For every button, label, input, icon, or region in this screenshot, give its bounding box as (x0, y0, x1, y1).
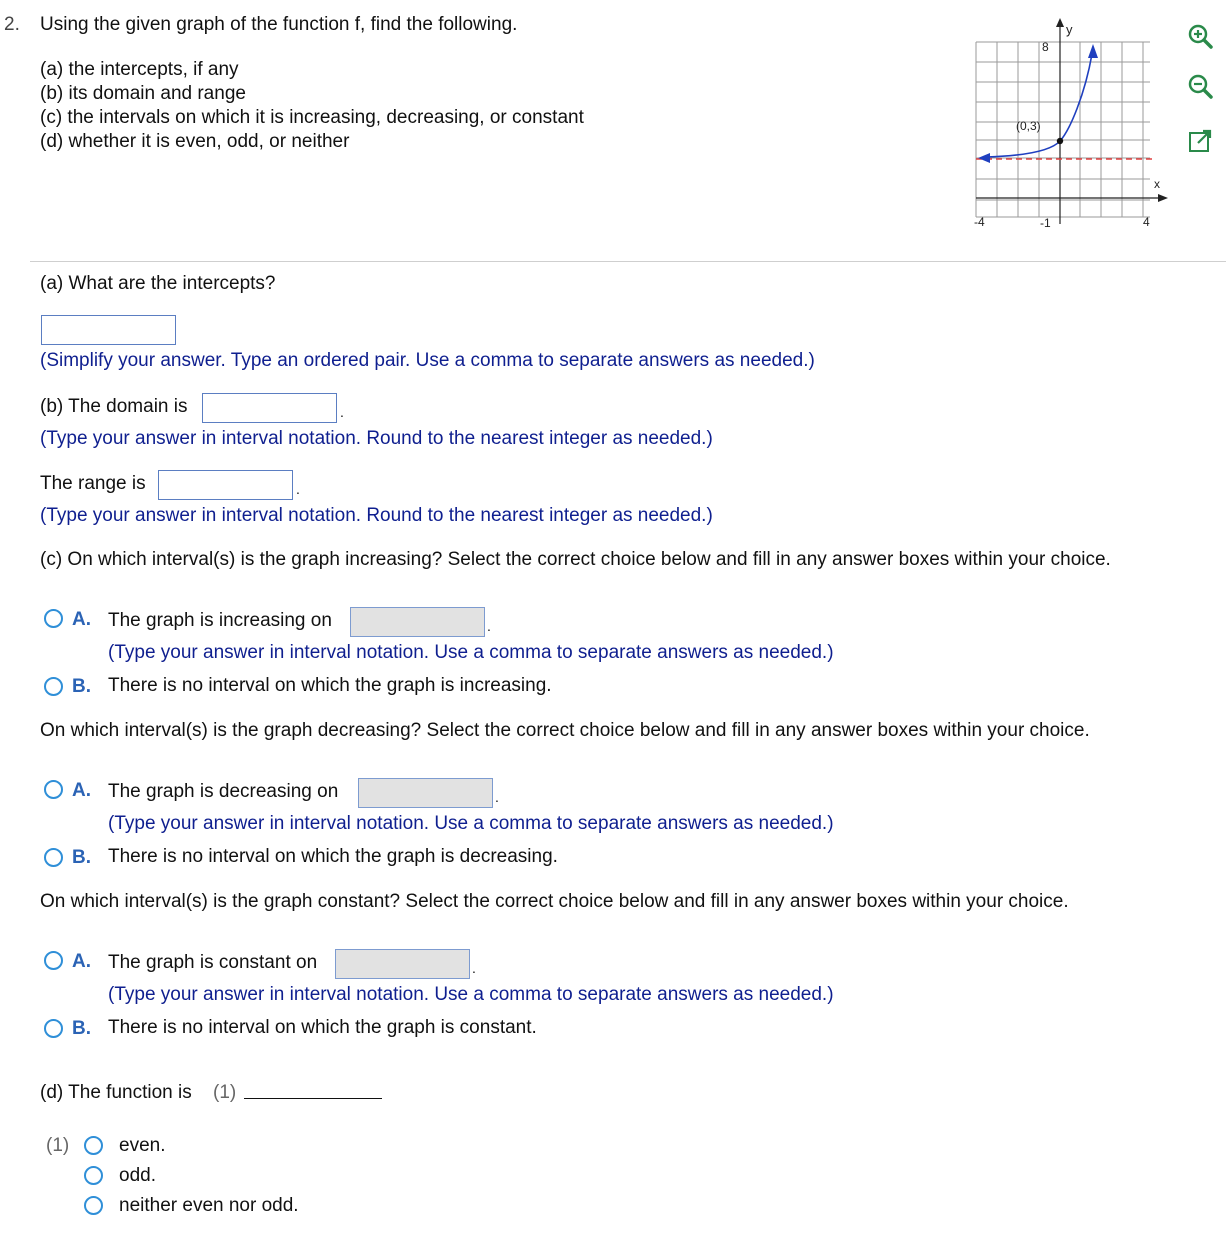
increasing-hint: (Type your answer in interval notation. Use a comma to separate answers as needed.) (108, 642, 834, 663)
point-label: (0,3) (1016, 119, 1041, 133)
range-period: . (296, 481, 300, 497)
decreasing-choice-a-letter: A. (72, 780, 91, 801)
option-neither-radio[interactable] (84, 1196, 103, 1215)
question-title: Using the given graph of the function f, find the following. (40, 14, 518, 35)
part-d-prefix: (d) The function is (40, 1082, 192, 1103)
constant-choice-a-letter: A. (72, 951, 91, 972)
question-part-a: (a) the intercepts, if any (40, 59, 239, 80)
part-d-list-ref: (1) (46, 1135, 70, 1156)
x-axis-label: x (1154, 177, 1160, 191)
popout-icon[interactable] (1183, 124, 1217, 158)
increasing-choice-b-radio[interactable] (44, 677, 63, 696)
option-even-radio[interactable] (84, 1136, 103, 1155)
range-prefix: The range is (40, 473, 146, 494)
constant-answer-box[interactable] (335, 949, 470, 979)
intercepts-answer-box[interactable] (41, 315, 176, 345)
domain-answer-box[interactable] (202, 393, 337, 423)
x-axis-arrow (1158, 194, 1168, 202)
range-answer-box[interactable] (158, 470, 293, 500)
part-d-blank-ref: (1) (213, 1082, 237, 1103)
y-axis-arrow (1056, 18, 1064, 27)
decreasing-choice-a-text: The graph is decreasing on (108, 781, 339, 802)
part-d-answer-blank[interactable] (244, 1098, 382, 1099)
increasing-answer-box[interactable] (350, 607, 485, 637)
zoom-in-icon[interactable] (1183, 20, 1217, 54)
increasing-choice-a-letter: A. (72, 609, 91, 630)
constant-period: . (472, 960, 476, 976)
part-a-prompt: (a) What are the intercepts? (40, 273, 276, 294)
constant-hint: (Type your answer in interval notation. Use a comma to separate answers as needed.) (108, 984, 834, 1005)
x-right-tick-label: 4 (1143, 215, 1150, 229)
increasing-choice-a-text: The graph is increasing on (108, 610, 332, 631)
question-number: 2. (4, 14, 20, 35)
top-curve-arrow (1088, 44, 1098, 58)
left-curve-arrow (978, 153, 990, 163)
increasing-choice-b-letter: B. (72, 676, 91, 697)
domain-hint: (Type your answer in interval notation. Round to the nearest integer as needed.) (40, 428, 713, 449)
section-divider (30, 261, 1226, 262)
decreasing-choice-b-letter: B. (72, 847, 91, 868)
increasing-prompt: (c) On which interval(s) is the graph increasing? Select the correct choice below and fill in any answer boxes within your choice. (40, 549, 1111, 570)
option-even-label: even. (119, 1135, 166, 1156)
option-odd-label: odd. (119, 1165, 156, 1186)
increasing-period: . (487, 618, 491, 634)
part-a-hint: (Simplify your answer. Type an ordered pair. Use a comma to separate answers as needed.) (40, 350, 815, 371)
constant-choice-b-text: There is no interval on which the graph is constant. (108, 1017, 537, 1038)
option-odd-radio[interactable] (84, 1166, 103, 1185)
increasing-choice-a-radio[interactable] (44, 609, 63, 628)
y-axis-label: y (1066, 22, 1073, 37)
decreasing-choice-b-radio[interactable] (44, 848, 63, 867)
x-left-tick-label: -4 (974, 215, 985, 229)
range-hint: (Type your answer in interval notation. Round to the nearest integer as needed.) (40, 505, 713, 526)
function-graph[interactable] (960, 14, 1180, 238)
question-part-d: (d) whether it is even, odd, or neither (40, 131, 350, 152)
constant-choice-a-radio[interactable] (44, 951, 63, 970)
domain-prefix: (b) The domain is (40, 396, 188, 417)
constant-prompt: On which interval(s) is the graph constant? Select the correct choice below and fill in any answer boxes within your choice. (40, 891, 1069, 912)
constant-choice-b-radio[interactable] (44, 1019, 63, 1038)
decreasing-choice-b-text: There is no interval on which the graph is decreasing. (108, 846, 558, 867)
graph-grid (976, 42, 1150, 217)
question-part-b: (b) its domain and range (40, 83, 246, 104)
decreasing-period: . (495, 789, 499, 805)
intercept-point (1057, 138, 1063, 144)
y-bottom-tick-label: -1 (1040, 216, 1051, 230)
decreasing-hint: (Type your answer in interval notation. Use a comma to separate answers as needed.) (108, 813, 834, 834)
constant-choice-b-letter: B. (72, 1018, 91, 1039)
decreasing-prompt: On which interval(s) is the graph decreasing? Select the correct choice below and fill in any answer boxes within your choice. (40, 720, 1090, 741)
question-part-c: (c) the intervals on which it is increasing, decreasing, or constant (40, 107, 584, 128)
decreasing-answer-box[interactable] (358, 778, 493, 808)
zoom-out-icon[interactable] (1183, 70, 1217, 104)
domain-period: . (340, 404, 344, 420)
question-parts-list (40, 58, 584, 154)
constant-choice-a-text: The graph is constant on (108, 952, 318, 973)
y-top-tick-label: 8 (1042, 40, 1049, 54)
increasing-choice-b-text: There is no interval on which the graph is increasing. (108, 675, 552, 696)
decreasing-choice-a-radio[interactable] (44, 780, 63, 799)
option-neither-label: neither even nor odd. (119, 1195, 299, 1216)
